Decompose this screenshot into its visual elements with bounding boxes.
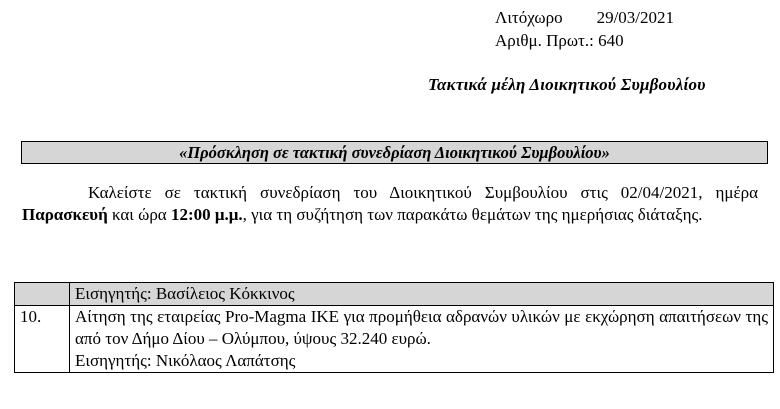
agenda-text-cell	[70, 306, 774, 373]
meeting-day: Παρασκευή	[22, 205, 108, 224]
invitation-title: «Πρόσκληση σε τακτική συνεδρίαση Διοικητικού Συμβουλίου»	[179, 142, 610, 162]
body-text-part1: Καλείστε σε τακτική συνεδρίαση του Διοικητικού Συμβουλίου στις 02/04/2021, ημέρα	[88, 183, 758, 202]
date-value: 29/03/2021	[596, 8, 675, 27]
agenda-table-viewport	[14, 284, 774, 384]
body-text-part2: και ώρα	[107, 205, 171, 224]
meeting-time: 12:00 μ.μ.	[170, 205, 243, 224]
agenda-row	[15, 306, 774, 373]
agenda-text-cell	[70, 283, 774, 306]
invitation-title-box	[21, 141, 768, 164]
recipients-heading: Τακτικά μέλη Διοικητικού Συμβουλίου	[428, 75, 706, 94]
agenda-item-text: Αίτηση της εταιρείας Pro-Magma ΙΚΕ για προμήθεια αδρανών υλικών με εκχώρηση απαιτήσεων της από τον Δήμο Δίου – Ολύμπου, ύψους 32.240 ευρώ.	[75, 307, 768, 348]
agenda-table	[14, 282, 774, 373]
agenda-row-previous	[15, 283, 774, 306]
place-label: Λιτόχωρο	[495, 8, 563, 27]
agenda-number-cell: 10.	[15, 306, 70, 373]
protocol-number: Αριθμ. Πρωτ.: 640	[495, 31, 624, 50]
agenda-item-rapporteur: Εισηγητής: Νικόλαος Λαπάτσης	[75, 351, 296, 370]
previous-rapporteur: Εισηγητής: Βασίλειος Κόκκινος	[75, 284, 295, 303]
body-text-part3: , για τη συζήτηση των παρακάτω θεμάτων της ημερήσιας διάταξης.	[242, 205, 703, 224]
place-date-line	[495, 8, 674, 28]
invitation-paragraph	[22, 182, 758, 226]
invitation-body	[22, 182, 758, 226]
agenda-number-cell	[15, 283, 70, 306]
